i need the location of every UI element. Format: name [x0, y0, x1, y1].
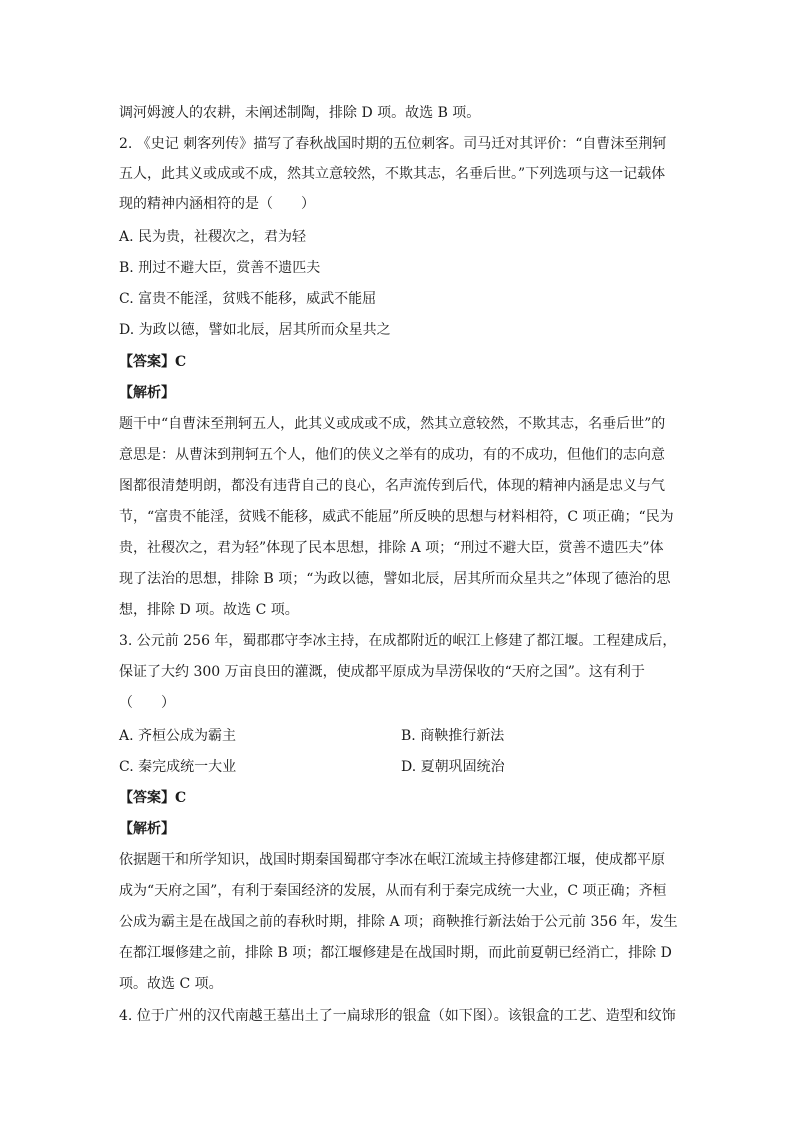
q2-analysis-line-2: 意思是：从曹沫到荆轲五个人，他们的侠义之举有的成功，有的不成功，但他们的志向意	[119, 447, 665, 463]
q2-answer: 【答案】C	[119, 354, 187, 370]
q3-option-row-1	[119, 726, 679, 746]
q2-option-d: D. 为政以德，譬如北辰，居其所而众星共之	[119, 322, 391, 338]
q4-stem-line-1: 4. 位于广州的汉代南越王墓出土了一扁球形的银盒（如下图）。该银盒的工艺、造型和纹饰	[119, 1008, 676, 1024]
q2-stem-line-1: 2. 《史记 刺客列传》描写了春秋战国时期的五位刺客。司马迁对其评价：“自曹沫至荆轲	[119, 136, 667, 152]
q2-option-b: B. 刑过不避大臣，赏善不遗匹夫	[119, 260, 321, 276]
q3-stem-line-2: 保证了大约 300 万亩良田的灌溉，使成都平原成为旱涝保收的“天府之国”。这有利于	[119, 664, 645, 680]
intro-line: 调河姆渡人的农耕，未阐述制陶，排除 D 项。故选 B 项。	[119, 105, 481, 121]
q2-option-a: A. 民为贵，社稷次之，君为轻	[119, 229, 307, 245]
q2-analysis-line-3: 图都很清楚明朗，都没有违背自己的良心，名声流传到后代，体现的精神内涵是忠义与气	[119, 478, 665, 494]
q2-analysis-line-7: 想，排除 D 项。故选 C 项。	[119, 602, 299, 618]
q3-option-b: B. 商鞅推行新法	[401, 728, 505, 744]
q3-analysis-label: 【解析】	[119, 821, 175, 837]
q2-analysis-label: 【解析】	[119, 385, 175, 401]
q3-option-d: D. 夏朝巩固统治	[401, 759, 505, 775]
q3-stem-line-3: （ ）	[119, 695, 175, 711]
q3-analysis-line-3: 公成为霸主是在战国之前的春秋时期，排除 A 项；商鞅推行新法始于公元前 356 年，发生	[119, 914, 678, 930]
q3-option-c: C. 秦完成统一大业	[119, 759, 237, 775]
q3-analysis-line-2: 成为“天府之国”，有利于秦国经济的发展，从而有利于秦完成统一大业，C 项正确；齐桓	[119, 883, 667, 899]
q3-option-a: A. 齐桓公成为霸主	[119, 728, 237, 744]
q2-option-c: C. 富贵不能淫，贫贱不能移，威武不能屈	[119, 291, 377, 307]
q3-answer: 【答案】C	[119, 790, 187, 806]
q2-analysis-line-1: 题干中“自曹沫至荆轲五人，此其义或成或不成，然其立意较然，不欺其志，名垂后世”的	[119, 416, 666, 432]
q2-stem-line-3: 现的精神内涵相符的是（ ）	[119, 196, 315, 212]
q3-stem-line-1: 3. 公元前 256 年，蜀郡郡守李冰主持，在成都附近的岷江上修建了都江堰。工程建成后，	[119, 633, 677, 649]
q2-analysis-line-4: 节，“富贵不能淫，贫贱不能移，威武不能屈”所反映的思想与材料相符，C 项正确；“民为	[119, 509, 674, 525]
q3-option-row-2	[119, 757, 679, 777]
q2-analysis-line-5: 贵，社稷次之，君为轻”体现了民本思想，排除 A 项；“刑过不避大臣，赏善不遗匹夫”体	[119, 540, 664, 556]
q2-stem-line-2: 五人，此其义或成或不成，然其立意较然，不欺其志，名垂后世。”下列选项与这一记载体	[119, 166, 666, 182]
q3-analysis-line-5: 项。故选 C 项。	[119, 976, 223, 992]
q3-analysis-line-4: 在都江堰修建之前，排除 B 项；都江堰修建是在战国时期，而此前夏朝已经消亡，排除 D	[119, 945, 672, 961]
q2-analysis-line-6: 现了法治的思想，排除 B 项；“为政以德，譬如北辰，居其所而众星共之”体现了德治的思	[119, 571, 671, 587]
q3-analysis-line-1: 依据题干和所学知识，战国时期秦国蜀郡守李冰在岷江流域主持修建都江堰，使成都平原	[119, 852, 665, 868]
